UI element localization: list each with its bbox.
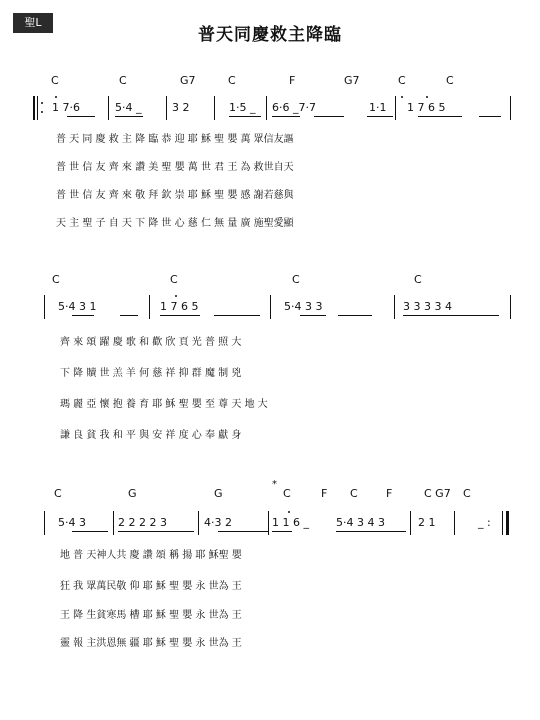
lyric-verse-4: 天 主 聖 子 自 天 下 降 世 心 慈 仁 無 量 廣 施聖愛顯 [56, 218, 294, 229]
measure: 2 2 2 2 3 [118, 516, 167, 529]
beam [214, 315, 260, 316]
chord: G7 [180, 74, 196, 87]
beam [418, 116, 462, 117]
chord: F [289, 74, 296, 87]
barline [214, 96, 215, 120]
chord: F [321, 487, 328, 500]
beam [229, 116, 261, 117]
lyric-verse-1: 地 普 天神人共 慶 讚 頌 稱 揚 耶 穌聖 嬰 [60, 550, 242, 561]
beam [272, 531, 292, 532]
beam [314, 116, 344, 117]
repeat-dot [41, 102, 43, 104]
octave-dot [175, 295, 177, 297]
chord: C [54, 487, 62, 500]
measure: _ : [478, 516, 491, 529]
chord: C G7 [424, 487, 451, 500]
beam [118, 531, 194, 532]
barline [44, 295, 45, 319]
chord: C [51, 74, 59, 87]
chord: C [52, 273, 60, 286]
lyric-verse-2: 下 降 贖 世 羔 羊 何 慈 祥 抑 群 魔 制 兇 [60, 368, 242, 379]
octave-dot [55, 96, 57, 98]
chord: C [446, 74, 454, 87]
measure: 5·4 3 4 3 [336, 516, 385, 529]
barline [395, 96, 396, 120]
barline [266, 96, 267, 120]
chord: C [119, 74, 127, 87]
chord: C [463, 487, 471, 500]
repeat-dot [41, 111, 43, 113]
beam [336, 531, 406, 532]
beam [479, 116, 501, 117]
barline [149, 295, 150, 319]
barline [410, 511, 411, 535]
measure: 3 3 3 3 4 [403, 300, 452, 313]
beam [115, 116, 143, 117]
beam [160, 315, 200, 316]
measure: 5·4 3 3 [284, 300, 323, 313]
barline [108, 96, 109, 120]
barline [270, 295, 271, 319]
barline [166, 96, 167, 120]
octave-dot [288, 511, 290, 513]
beam [72, 531, 108, 532]
lyric-verse-2: 普 世 信 友 齊 來 讚 美 聖 嬰 萬 世 君 王 為 救世自天 [56, 162, 294, 173]
chord: C [228, 74, 236, 87]
barline [113, 511, 114, 535]
octave-dot [401, 96, 403, 98]
lyric-verse-3: 瑪 麗 亞 懷 抱 養 育 耶 穌 聖 嬰 至 尊 天 地 大 [60, 399, 268, 410]
beam [300, 315, 326, 316]
measure: 2 1 [418, 516, 436, 529]
chord: G [214, 487, 223, 500]
final-barline [506, 511, 509, 535]
barline [394, 295, 395, 319]
measure: 1 7 6 5 [160, 300, 199, 313]
chord: C [350, 487, 358, 500]
beam [218, 531, 268, 532]
barline [37, 96, 38, 120]
measure: 5·4 _ [115, 101, 142, 114]
chord: G [128, 487, 137, 500]
chord: C [292, 273, 300, 286]
hymn-number-badge: 聖L [13, 13, 53, 33]
lyric-verse-1: 普 天 同 慶 救 主 降 臨 恭 迎 耶 穌 聖 嬰 萬 眾信友謳 [56, 134, 294, 145]
barline [44, 511, 45, 535]
beam [72, 315, 94, 316]
asterisk-mark: * [272, 479, 277, 490]
lyric-verse-2: 狂 我 眾萬民敬 仰 耶 穌 聖 嬰 永 世為 王 [60, 581, 242, 592]
barline [510, 96, 511, 120]
measure: 5·4 3 1 [58, 300, 97, 313]
barline [268, 511, 269, 535]
chord: G7 [344, 74, 360, 87]
beam [403, 315, 499, 316]
lyric-verse-3: 王 降 生貧寒馬 槽 耶 穌 聖 嬰 永 世為 王 [60, 610, 242, 621]
measure: 6·6 _7·7 [272, 101, 316, 114]
measure: 4·3 2 [204, 516, 232, 529]
chord: C [398, 74, 406, 87]
measure: 1 1 6 _ [272, 516, 309, 529]
lyric-verse-4: 謙 良 貧 我 和 平 與 安 祥 度 心 奉 獻 身 [60, 430, 242, 441]
hymn-title: 普天同慶救主降臨 [198, 25, 342, 45]
beam [272, 116, 300, 117]
chord: C [170, 273, 178, 286]
measure: 5·4 3 [58, 516, 86, 529]
barline [510, 295, 511, 319]
measure: 1·1 [369, 101, 387, 114]
lyric-verse-3: 普 世 信 友 齊 來 敬 拜 欽 崇 耶 穌 聖 嬰 感 謝若慈與 [56, 190, 294, 201]
lyric-verse-1: 齊 來 頌 躍 慶 歌 和 歡 欣 頁 光 普 照 大 [60, 337, 242, 348]
octave-dot [426, 96, 428, 98]
beam [367, 116, 393, 117]
chord: F [386, 487, 393, 500]
barline [502, 511, 503, 535]
barline [454, 511, 455, 535]
repeat-barline [33, 96, 35, 120]
measure: 1·5 _ [229, 101, 256, 114]
beam [338, 315, 372, 316]
beam [120, 315, 138, 316]
beam [67, 116, 95, 117]
lyric-verse-4: 靈 報 主洪恩無 疆 耶 穌 聖 嬰 永 世為 王 [60, 638, 242, 649]
measure: 3 2 [172, 101, 190, 114]
chord: C [414, 273, 422, 286]
chord: C [283, 487, 291, 500]
measure: 1 7·6 [52, 101, 80, 114]
measure: 1 7 6 5 [407, 101, 446, 114]
barline [198, 511, 199, 535]
